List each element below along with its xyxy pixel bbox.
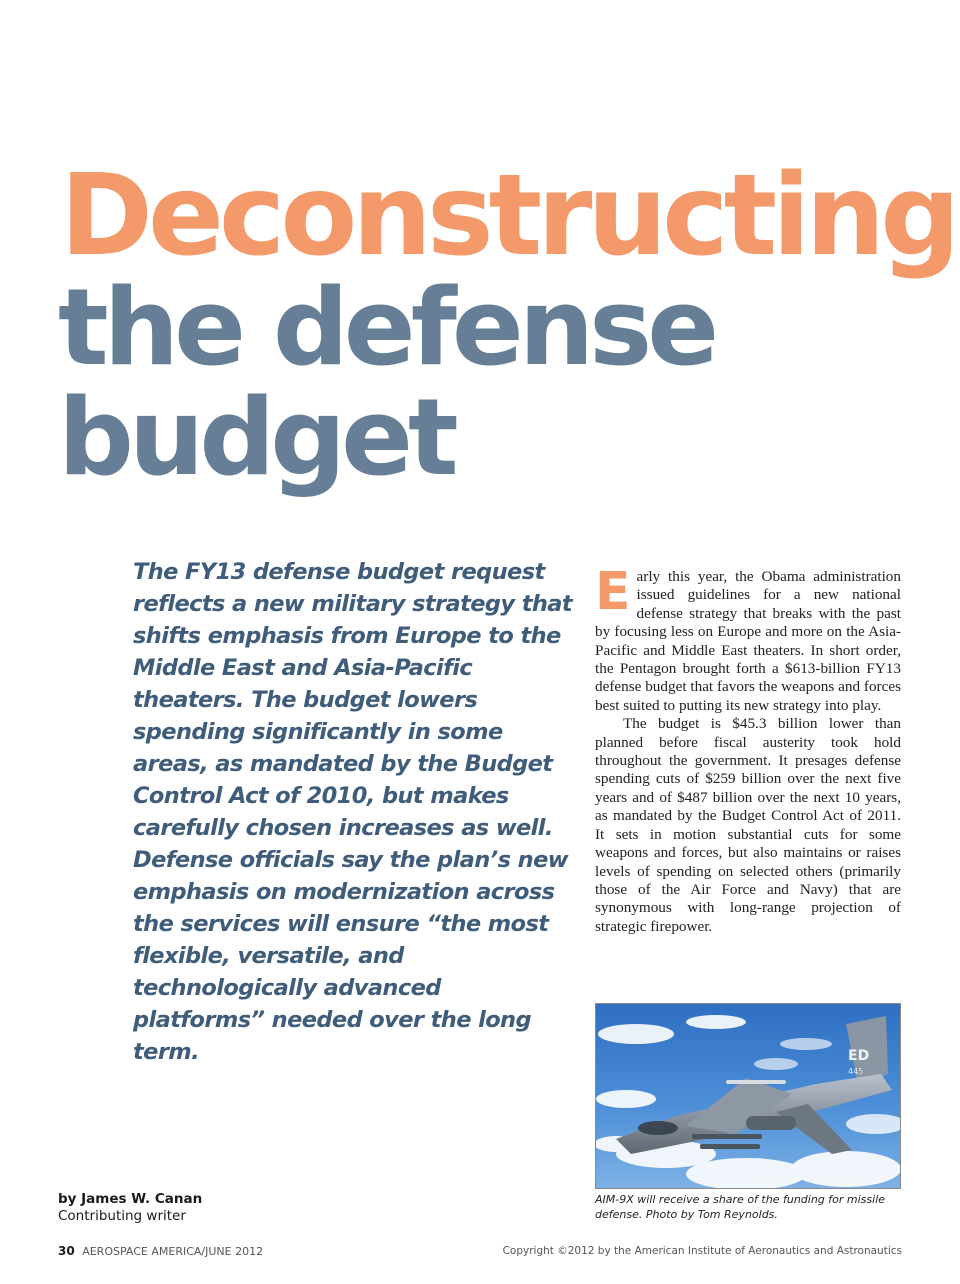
- article-body: [595, 562, 901, 936]
- copyright-notice: Copyright ©2012 by the American Institute of Aeronautics and Astronautics: [502, 1245, 902, 1257]
- fighter-jet-photo: [595, 1003, 901, 1189]
- byline: [58, 1191, 202, 1225]
- photo-caption: AIM-9X will receive a share of the funding for missile defense. Photo by Tom Reynolds.: [595, 1193, 886, 1221]
- body-paragraph-1-text: arly this year, the Obama administration issued guidelines for a new national defense strategy that breaks with the past by focusing less on Europe and more on the Asia-Pacific and Middle East theaters. In short order, the Pentagon brought forth a $613-billion FY13 defense budget that favors the weapons and forces best suited to putting its new strategy into play.: [595, 568, 901, 714]
- page-footer: [58, 1244, 902, 1260]
- title-line-2: the defense: [58, 266, 715, 389]
- footer-left: [58, 1244, 263, 1258]
- title-line-1: Deconstructing: [60, 151, 956, 281]
- tail-number-text: 445: [848, 1067, 864, 1076]
- byline-role: Contributing writer: [58, 1208, 186, 1224]
- title-line-3: budget: [58, 376, 454, 499]
- tail-code-text: ED: [848, 1048, 870, 1064]
- page-number: 30: [58, 1244, 75, 1258]
- drop-cap: E: [595, 562, 631, 622]
- article-deck: The FY13 defense budget request reflects a new military strategy that shifts emphasis from Europe to the Middle East and Asia-Pacific theaters. The budget lowers spending significantly in some areas, as mandated by the Budget Control Act of 2010, but makes carefully chosen increases as well. Defense officials say the plan’s new emphasis on modernization across the services will ensure “the most flexible, versatile, and technologically advanced platforms” needed over the long term.: [133, 559, 573, 1065]
- byline-author: by James W. Canan: [58, 1191, 203, 1207]
- publication-name: AEROSPACE AMERICA/JUNE 2012: [82, 1245, 264, 1258]
- body-paragraph-1: [595, 562, 901, 715]
- body-paragraph-2: The budget is $45.3 billion lower than planned before fiscal austerity took hold throughout the government. It presages defense spending cuts of $259 billion over the next five years and of $487 billion over the next 10 years, as mandated by the Budget Control Act of 2011. It sets in motion substantial cuts for some weapons and forces, but also maintains or raises levels of spending on selected others (primarily those of the Air Force and Navy) that are synonymous with long-range projection of strategic firepower.: [595, 715, 901, 935]
